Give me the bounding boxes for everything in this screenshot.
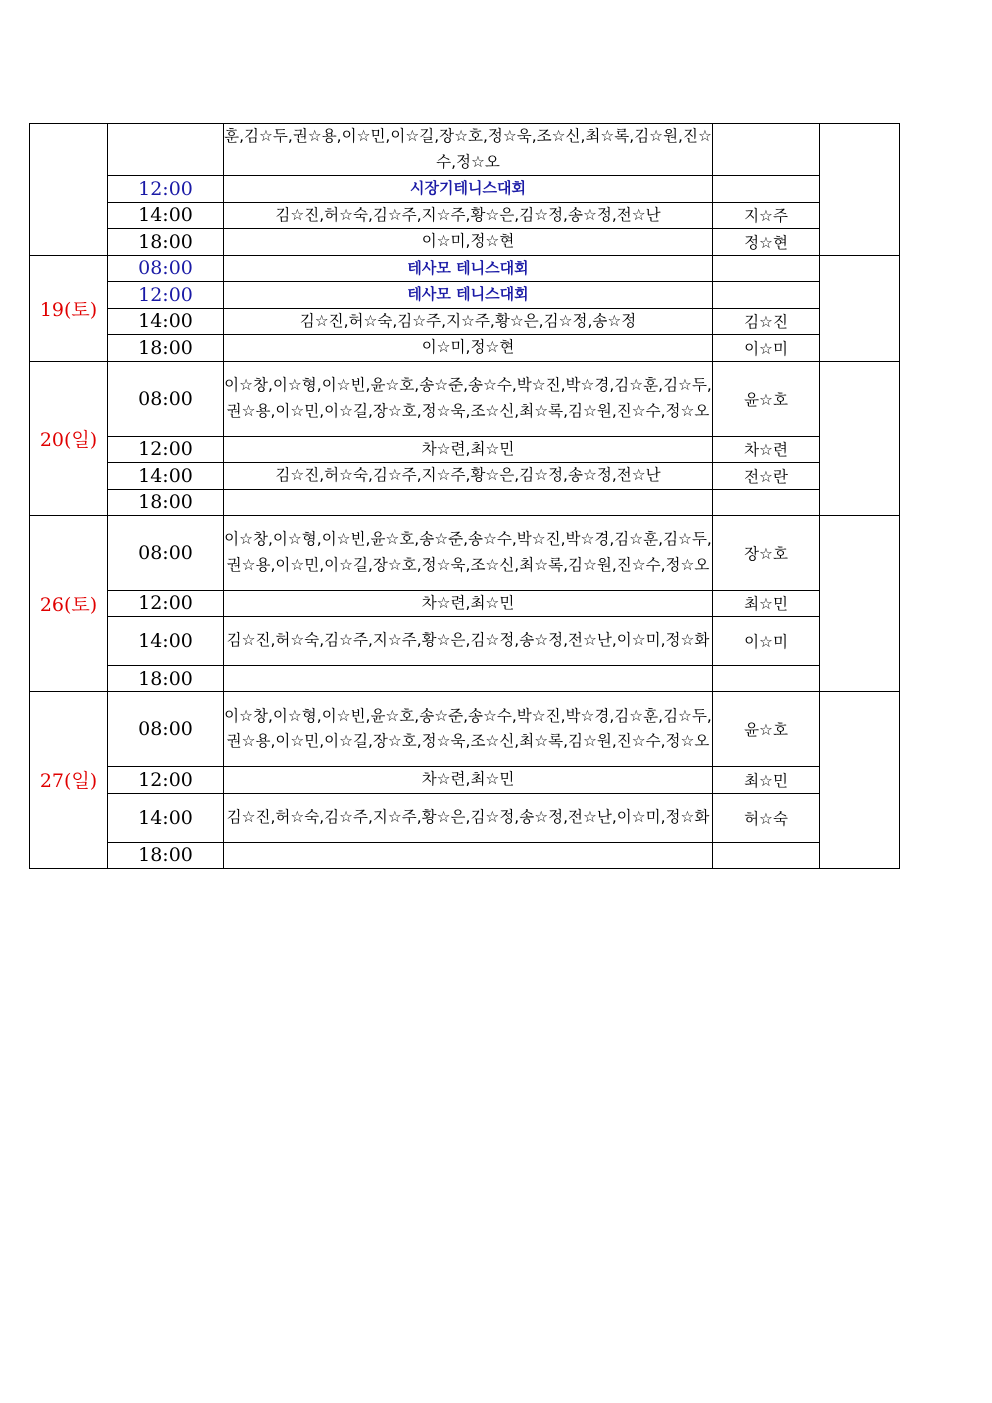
schedule-row xyxy=(30,282,900,309)
names-cell: 훈,김☆두,권☆용,이☆민,이☆길,장☆호,정☆욱,조☆신,최☆록,김☆원,진☆수,정☆오 xyxy=(224,124,713,176)
note-cell xyxy=(820,255,900,361)
names-cell: 차☆련,최☆민 xyxy=(224,436,713,463)
lead-cell xyxy=(713,176,820,203)
time-cell: 18:00 xyxy=(108,666,224,692)
schedule-row xyxy=(30,489,900,515)
time-cell: 12:00 xyxy=(108,767,224,794)
lead-cell: 이☆미 xyxy=(713,617,820,666)
time-cell: 12:00 xyxy=(108,590,224,617)
lead-cell xyxy=(713,842,820,868)
lead-cell: 최☆민 xyxy=(713,590,820,617)
time-cell: 18:00 xyxy=(108,335,224,362)
day-label: 27(일) xyxy=(30,692,108,869)
day-label xyxy=(30,124,108,256)
day-label: 26(토) xyxy=(30,515,108,692)
schedule-row xyxy=(30,176,900,203)
lead-cell: 허☆숙 xyxy=(713,793,820,842)
schedule-row xyxy=(30,793,900,842)
names-cell: 이☆창,이☆형,이☆빈,윤☆호,송☆준,송☆수,박☆진,박☆경,김☆훈,김☆두,권☆용,이☆민,이☆길,장☆호,정☆욱,조☆신,최☆록,김☆원,진☆수,정☆오 xyxy=(224,515,713,590)
lead-cell: 김☆진 xyxy=(713,308,820,335)
names-cell: 이☆미,정☆현 xyxy=(224,229,713,256)
schedule-row xyxy=(30,463,900,490)
lead-cell: 윤☆호 xyxy=(713,692,820,767)
day-label: 19(토) xyxy=(30,255,108,361)
time-cell: 12:00 xyxy=(108,282,224,309)
time-cell: 12:00 xyxy=(108,436,224,463)
schedule-row xyxy=(30,229,900,256)
schedule-row xyxy=(30,666,900,692)
time-cell: 18:00 xyxy=(108,229,224,256)
names-cell: 김☆진,허☆숙,김☆주,지☆주,황☆은,김☆정,송☆정 xyxy=(224,308,713,335)
lead-cell: 정☆현 xyxy=(713,229,820,256)
time-cell: 14:00 xyxy=(108,308,224,335)
names-cell xyxy=(224,666,713,692)
event-cell: 테사모 테니스대회 xyxy=(224,282,713,309)
names-cell: 차☆련,최☆민 xyxy=(224,767,713,794)
lead-cell xyxy=(713,124,820,176)
names-cell: 이☆미,정☆현 xyxy=(224,335,713,362)
day-label: 20(일) xyxy=(30,361,108,515)
schedule-table xyxy=(29,123,900,869)
lead-cell: 차☆련 xyxy=(713,436,820,463)
schedule-row xyxy=(30,692,900,767)
lead-cell xyxy=(713,489,820,515)
names-cell: 이☆창,이☆형,이☆빈,윤☆호,송☆준,송☆수,박☆진,박☆경,김☆훈,김☆두,권☆용,이☆민,이☆길,장☆호,정☆욱,조☆신,최☆록,김☆원,진☆수,정☆오 xyxy=(224,361,713,436)
lead-cell xyxy=(713,666,820,692)
time-cell: 18:00 xyxy=(108,842,224,868)
schedule-row xyxy=(30,515,900,590)
schedule-row xyxy=(30,308,900,335)
note-cell xyxy=(820,692,900,869)
event-cell: 시장기테니스대회 xyxy=(224,176,713,203)
time-cell: 08:00 xyxy=(108,255,224,282)
schedule-row xyxy=(30,255,900,282)
schedule-row xyxy=(30,202,900,229)
time-cell: 08:00 xyxy=(108,361,224,436)
names-cell xyxy=(224,489,713,515)
names-cell: 김☆진,허☆숙,김☆주,지☆주,황☆은,김☆정,송☆정,전☆난 xyxy=(224,463,713,490)
schedule-row xyxy=(30,124,900,176)
time-cell: 12:00 xyxy=(108,176,224,203)
names-cell: 김☆진,허☆숙,김☆주,지☆주,황☆은,김☆정,송☆정,전☆난 xyxy=(224,202,713,229)
schedule-row xyxy=(30,335,900,362)
schedule-row xyxy=(30,361,900,436)
note-cell xyxy=(820,515,900,692)
lead-cell: 전☆란 xyxy=(713,463,820,490)
lead-cell: 윤☆호 xyxy=(713,361,820,436)
event-cell: 테사모 테니스대회 xyxy=(224,255,713,282)
names-cell: 김☆진,허☆숙,김☆주,지☆주,황☆은,김☆정,송☆정,전☆난,이☆미,정☆화 xyxy=(224,793,713,842)
note-cell xyxy=(820,361,900,515)
names-cell xyxy=(224,842,713,868)
time-cell: 08:00 xyxy=(108,692,224,767)
names-cell: 이☆창,이☆형,이☆빈,윤☆호,송☆준,송☆수,박☆진,박☆경,김☆훈,김☆두,권☆용,이☆민,이☆길,장☆호,정☆욱,조☆신,최☆록,김☆원,진☆수,정☆오 xyxy=(224,692,713,767)
lead-cell: 지☆주 xyxy=(713,202,820,229)
lead-cell xyxy=(713,282,820,309)
lead-cell: 장☆호 xyxy=(713,515,820,590)
time-cell: 14:00 xyxy=(108,463,224,490)
lead-cell: 최☆민 xyxy=(713,767,820,794)
schedule-row xyxy=(30,842,900,868)
lead-cell: 이☆미 xyxy=(713,335,820,362)
lead-cell xyxy=(713,255,820,282)
time-cell: 14:00 xyxy=(108,617,224,666)
time-cell: 08:00 xyxy=(108,515,224,590)
schedule-row xyxy=(30,767,900,794)
names-cell: 차☆련,최☆민 xyxy=(224,590,713,617)
time-cell: 14:00 xyxy=(108,793,224,842)
schedule-row xyxy=(30,436,900,463)
schedule-row xyxy=(30,617,900,666)
time-cell xyxy=(108,124,224,176)
schedule-row xyxy=(30,590,900,617)
note-cell xyxy=(820,124,900,256)
time-cell: 18:00 xyxy=(108,489,224,515)
time-cell: 14:00 xyxy=(108,202,224,229)
names-cell: 김☆진,허☆숙,김☆주,지☆주,황☆은,김☆정,송☆정,전☆난,이☆미,정☆화 xyxy=(224,617,713,666)
